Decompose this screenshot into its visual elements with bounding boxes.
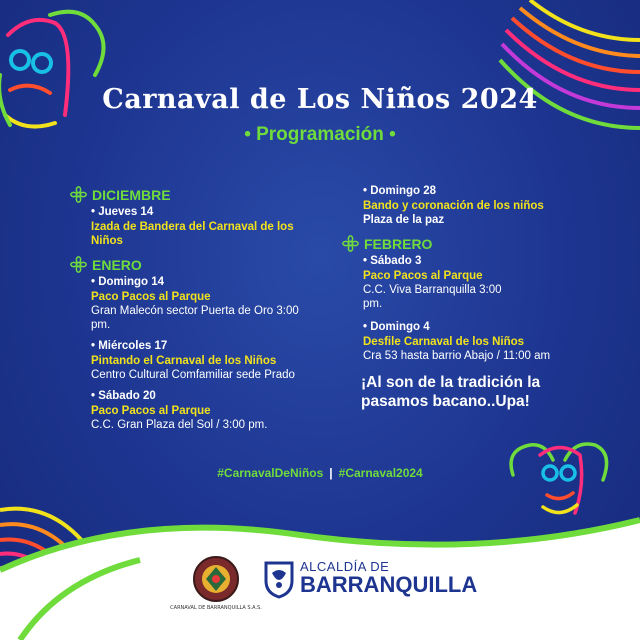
carnival-seal-logo	[170, 553, 262, 611]
schedule-entry	[342, 255, 592, 311]
hashtag: #CarnavalDeNiños	[217, 466, 324, 480]
entry-date: • Domingo 4	[363, 321, 430, 333]
entry-event: Paco Pacos al Parque	[363, 270, 483, 282]
month-label: ENERO	[92, 256, 142, 273]
month-label: FEBRERO	[364, 235, 433, 252]
entry-event: Paco Pacos al Parque	[91, 291, 211, 303]
entry-date: • Domingo 14	[91, 276, 165, 288]
entry-place: Gran Malecón sector Puerta de Oro 3:00 pm.	[91, 305, 299, 331]
month-heading-enero	[70, 256, 300, 273]
schedule-right-column	[342, 186, 592, 411]
schedule-entry	[342, 321, 592, 363]
entry-event: Bando y coronación de los niños	[363, 200, 544, 212]
alcaldia-wordmark	[300, 559, 477, 596]
poster-title: Carnaval de Los Niños 2024	[102, 84, 538, 115]
hashtag: #Carnaval2024	[338, 466, 423, 480]
carnival-seal-text: CARNAVAL DE BARRANQUILLA S.A.S.	[170, 605, 262, 611]
entry-place: C.C. Gran Plaza del Sol / 3:00 pm.	[91, 419, 268, 431]
schedule-entry	[70, 390, 300, 432]
flower-icon	[70, 256, 87, 273]
alcaldia-shield-logo	[262, 559, 296, 599]
entry-place: Cra 53 hasta barrio Abajo / 11:00 am	[363, 350, 551, 362]
schedule-entry	[70, 340, 300, 382]
entry-place: Centro Cultural Comfamiliar sede Prado	[91, 369, 295, 381]
flower-icon	[342, 235, 359, 252]
poster-subtitle: • Programación •	[244, 124, 396, 145]
marimonda-mask-icon	[0, 5, 120, 135]
entry-event: Izada de Bandera del Carnaval de los Niños	[91, 221, 294, 247]
schedule-entry	[70, 276, 300, 332]
entry-event: Pintando el Carnaval de los Niños	[91, 355, 277, 367]
flower-icon	[70, 186, 87, 203]
schedule-left-column	[70, 186, 300, 440]
alcaldia-line1: ALCALDÍA DE	[300, 559, 390, 574]
entry-event: Desfile Carnaval de los Niños	[363, 336, 525, 348]
entry-place: Plaza de la paz	[363, 214, 445, 226]
entry-date: • Miércoles 17	[91, 340, 168, 352]
entry-place: C.C. Viva Barranquilla 3:00 pm.	[363, 284, 502, 310]
schedule-entry	[342, 185, 592, 227]
schedule-entry	[70, 206, 300, 248]
footer-logos	[170, 553, 478, 613]
slogan: ¡Al son de la tradición la pasamos bacano..Upa!	[361, 374, 541, 410]
entry-date: • Sábado 20	[91, 390, 156, 402]
entry-date: • Domingo 28	[363, 185, 437, 197]
month-heading-febrero	[342, 235, 592, 252]
month-heading-diciembre	[70, 186, 300, 203]
month-label: DICIEMBRE	[92, 186, 171, 203]
entry-event: Paco Pacos al Parque	[91, 405, 211, 417]
entry-date: • Jueves 14	[91, 206, 154, 218]
hashtag-separator: |	[329, 466, 333, 480]
entry-date: • Sábado 3	[363, 255, 422, 267]
alcaldia-line2: BARRANQUILLA	[300, 572, 478, 597]
